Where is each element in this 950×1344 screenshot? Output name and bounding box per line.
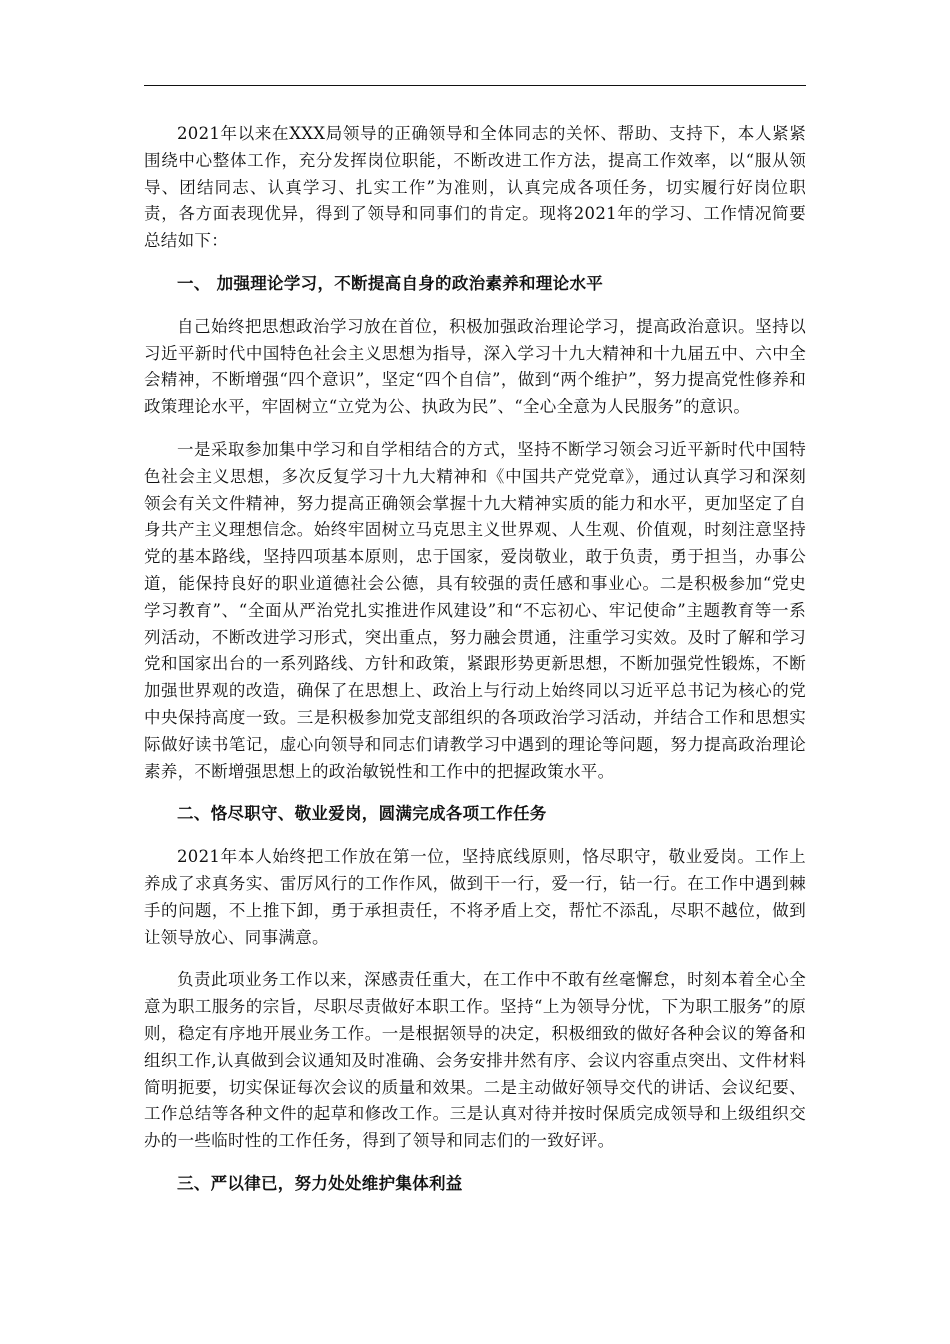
section-1-heading: 一、 加强理论学习，不断提高自身的政治素养和理论水平 bbox=[177, 273, 604, 293]
header-rule bbox=[144, 85, 806, 86]
section-3-heading: 三、严以律已，努力处处维护集体利益 bbox=[177, 1173, 463, 1193]
intro-paragraph: 2021年以来在XXX局领导的正确领导和全体同志的关怀、帮助、支持下，本人紧紧围绕中心整体工作，充分发挥岗位职能，不断改进工作方法，提高工作效率，以“服从领导、团结同志、认真学习、扎实工作”为准则，认真完成各项任务，切实履行好岗位职责，各方面表现优异，得到了领导和同事们的肯定。现将2021年的学习、工作情况简要总结如下： bbox=[144, 124, 806, 251]
section-2-heading: 二、恪尽职守、敬业爱岗，圆满完成各项工作任务 bbox=[177, 804, 547, 824]
document-body bbox=[144, 121, 806, 1214]
section-1-paragraph-1: 自己始终把思想政治学习放在首位，积极加强政治理论学习，提高政治意识。坚持以习近平新时代中国特色社会主义思想为指导，深入学习十九大精神和十九届五中、六中全会精神，不断增强“四个意识”，坚定“四个自信”，做到“两个维护”，努力提高党性修养和政策理论水平，牢固树立“立党为公、执政为民”、“全心全意为人民服务”的意识。 bbox=[144, 316, 806, 417]
section-2-paragraph-1: 2021年本人始终把工作放在第一位，坚持底线原则，恪尽职守，敬业爱岗。工作上养成了求真务实、雷厉风行的工作作风，做到干一行，爱一行，钻一行。在工作中遇到棘手的问题，不上推下卸，勇于承担责任，不将矛盾上交，帮忙不添乱，尽职不越位，做到让领导放心、同事满意。 bbox=[144, 847, 806, 947]
section-2-paragraph-2: 负责此项业务工作以来，深感责任重大，在工作中不敢有丝毫懈怠，时刻本着全心全意为职工服务的宗旨，尽职尽责做好本职工作。坚持“上为领导分忧，下为职工服务”的原则，稳定有序地开展业务工作。一是根据领导的决定，积极细致的做好各种会议的筹备和组织工作,认真做到会议通知及时准确、会务安排井然有序、会议内容重点突出、文件材料简明扼要，切实保证每次会议的质量和效果。二是主动做好领导交代的讲话、会议纪要、工作总结等各种文件的起草和修改工作。三是认真对待并按时保质完成领导和上级组织交办的一些临时性的工作任务，得到了领导和同志们的一致好评。 bbox=[144, 970, 806, 1151]
section-1-paragraph-2: 一是采取参加集中学习和自学相结合的方式，坚持不断学习领会习近平新时代中国特色社会主义思想，多次反复学习十九大精神和《中国共产党党章》，通过认真学习和深刻领会有关文件精神，努力提高正确领会掌握十九大精神实质的能力和水平，更加坚定了自身共产主义理想信念。始终牢固树立马克思主义世界观、人生观、价值观，时刻注意坚持党的基本路线，坚持四项基本原则，忠于国家，爱岗敬业，敢于负责，勇于担当，办事公道，能保持良好的职业道德社会公德，具有较强的责任感和事业心。二是积极参加“党史学习教育”、“全面从严治党扎实推进作风建设”和“不忘初心、牢记使命”主题教育等一系列活动，不断改进学习形式，突出重点，努力融会贯通，注重学习实效。及时了解和学习党和国家出台的一系列路线、方针和政策，紧跟形势更新思想，不断加强党性锻炼，不断加强世界观的改造，确保了在思想上、政治上与行动上始终同以习近平总书记为核心的党中央保持高度一致。三是积极参加党支部组织的各项政治学习活动，并结合工作和思想实际做好读书笔记，虚心向领导和同志们请教学习中遇到的理论等问题，努力提高政治理论素养，不断增强思想上的政治敏锐性和工作中的把握政策水平。 bbox=[144, 439, 806, 781]
